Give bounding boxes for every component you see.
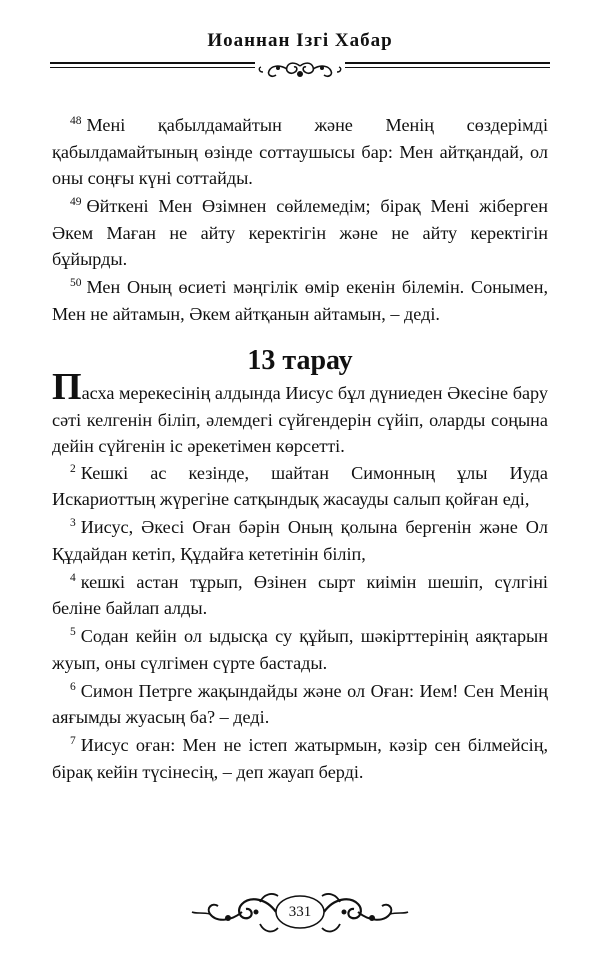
verse bbox=[52, 112, 548, 192]
page-number: 331 bbox=[288, 904, 312, 920]
verse bbox=[52, 274, 548, 327]
header-ornament-icon bbox=[255, 60, 345, 84]
verse-text: Кешкі ас кезінде, шайтан Симонның ұлы Иуда Искариоттың жүрегіне сатқындық жасауды салып қойған еді, bbox=[52, 462, 548, 509]
verse-number: 3 bbox=[70, 517, 76, 529]
verse-text: Содан кейін ол ыдысқа су құйып, шәкірттерінің аяқтарын жуып, оны сүлгімен сүрте бастады. bbox=[52, 626, 548, 673]
verse-text: асха мерекесінің алдында Иисус бұл дүниеден Әкесіне бару сәті келгенін біліп, әлемдегі сүйгендерін сүйіп, оларды соңына дейін сүйгенін іс әрекетімен көрсетті. bbox=[52, 383, 548, 456]
drop-cap: П bbox=[52, 366, 82, 408]
verse bbox=[52, 678, 548, 731]
verse-text: Иисус, Әкесі Оған бәрін Оның қолына бергенін және Ол Құдайдан кетіп, Құдайға кететінін біліп, bbox=[52, 517, 548, 564]
verse bbox=[52, 193, 548, 273]
verse-text: кешкі астан тұрып, Өзінен сырт киімін шешіп, сүлгіні беліне байлап алды. bbox=[52, 571, 548, 618]
verse-number: 7 bbox=[70, 735, 76, 747]
verse-text: Мені қабылдамайтын және Менің сөздерімді қабылдамайтының өзінде соттаушысы бар: Мен айтқандай, ол оны соңғы күні соттайды. bbox=[52, 115, 548, 188]
verse bbox=[52, 460, 548, 513]
verse-number: 48 bbox=[70, 115, 82, 127]
verse-text: Иисус оған: Мен не істеп жатырмын, кәзір сен білмейсің, бірақ кейін түсінесің, – деп жауап берді. bbox=[52, 735, 548, 782]
running-header: Иоаннан Ізгі Хабар bbox=[207, 30, 393, 51]
verse bbox=[52, 514, 548, 567]
verse-text: Симон Петрге жақындайды және ол Оған: Ием! Сен Менің аяғымды жуасың ба? – деді. bbox=[52, 680, 548, 727]
verse-text: Мен Оның өсиеті мәңгілік өмір екенін білемін. Сонымен, Мен не айтамын, Әкем айтқанын айтамын, – деді. bbox=[52, 277, 548, 324]
verse-number: 2 bbox=[70, 462, 76, 475]
verse bbox=[52, 732, 548, 785]
chapter-title: 13 тарау bbox=[247, 345, 353, 376]
verse-number: 6 bbox=[70, 680, 76, 693]
verse-number: 4 bbox=[70, 571, 76, 584]
verse bbox=[52, 623, 548, 676]
verse-number: 50 bbox=[70, 277, 82, 289]
verse bbox=[52, 569, 548, 622]
chapter-first-paragraph bbox=[52, 366, 548, 460]
verse-text: Өйткені Мен Өзімнен сөйлемедім; бірақ Мені жіберген Әкем Маған не айту керектігін және не айту керектігін бұйырды. bbox=[52, 196, 548, 269]
verse-number: 5 bbox=[70, 626, 76, 638]
verse-number: 49 bbox=[70, 196, 82, 208]
page-body bbox=[52, 112, 548, 787]
